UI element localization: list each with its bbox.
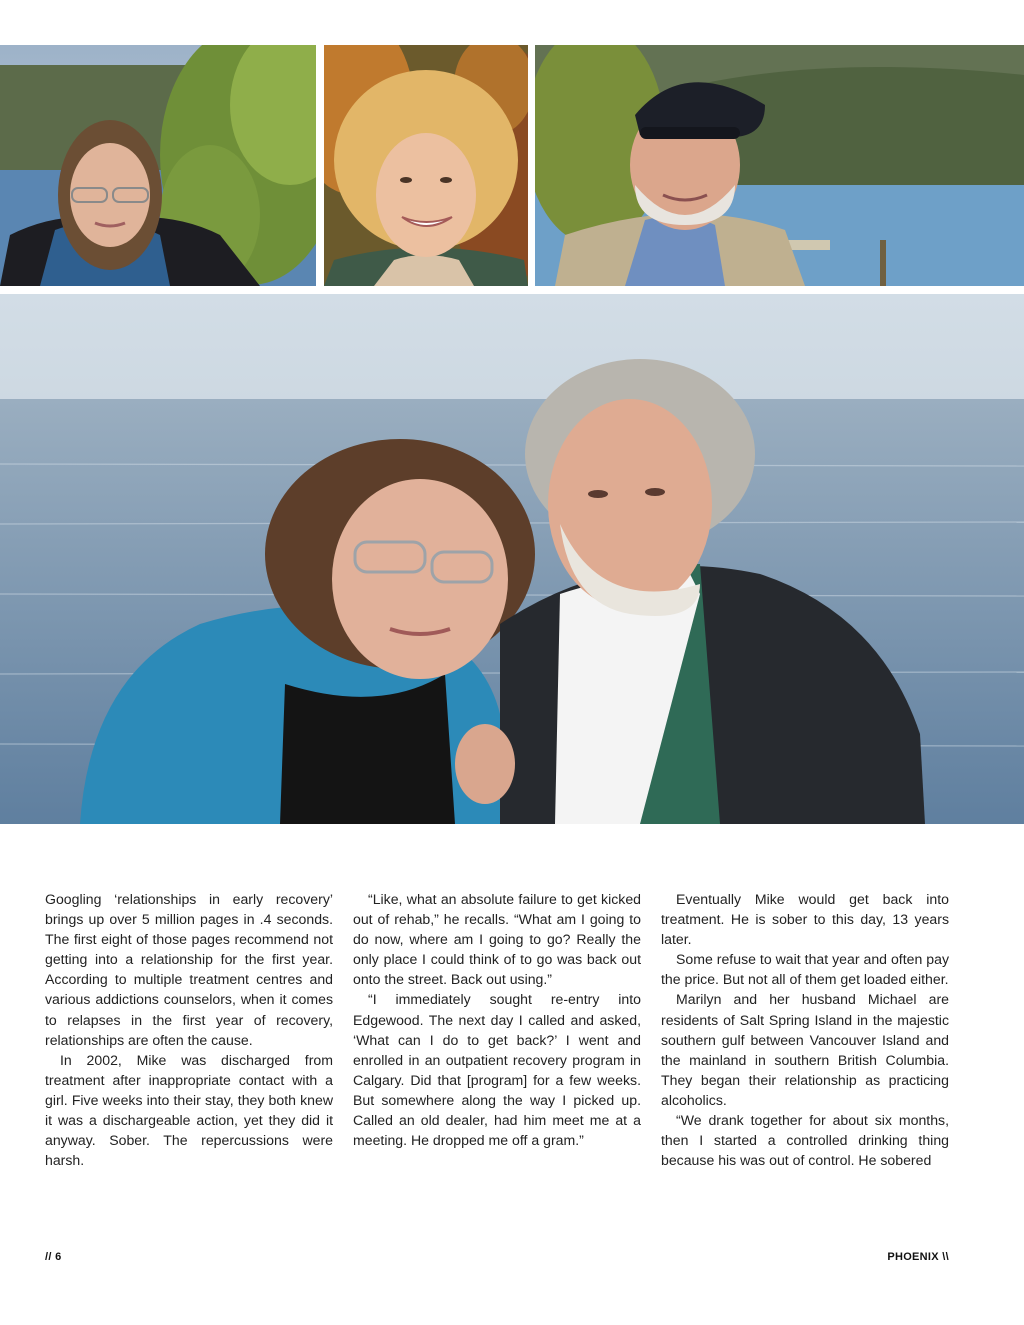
couple-photo-by-water [0, 294, 1024, 824]
article-column-1 [45, 889, 333, 1170]
paragraph: Marilyn and her husband Michael are residents of Salt Spring Island in the majestic southern gulf between Vancouver Island and the mainland in southern British Columbia. They began their relationship as practicing alcoholics. [661, 991, 949, 1108]
portrait-photo-woman-glasses [0, 45, 316, 286]
paragraph: “Like, what an absolute failure to get kicked out of rehab,” he recalls. “What am I going to do now, where am I going to go? Really the only place I could think of to go was back out onto the street. Back out using.” [353, 891, 641, 988]
paragraph: “We drank together for about six months, then I started a controlled drinking thing because his was out of control. He sobered [661, 1112, 949, 1169]
paragraph: Eventually Mike would get back into treatment. He is sober to this day, 13 years later. [661, 891, 949, 948]
paragraph: Googling ‘relationships in early recovery’ brings up over 5 million pages in .4 seconds. The first eight of those pages recommend not getting into a relationship for the first year. According to multiple treatment centres and various addictions counselors, when it comes to relapses in the first year of recovery, relationships are often the cause. [45, 891, 333, 1048]
portrait-photo-man-cap [535, 45, 1024, 286]
page-number: // 6 [45, 1251, 62, 1263]
portrait-photo-woman-curly-hair [324, 45, 528, 286]
article-column-3 [661, 889, 949, 1170]
magazine-name: PHOENIX \\ [887, 1251, 949, 1263]
article-column-2 [353, 889, 641, 1150]
paragraph: “I immediately sought re-entry into Edgewood. The next day I called and asked, ‘What can I do to get back?’ I went and enrolled in an outpatient recovery program in Calgary. Did that [program] for a few weeks. But somewhere along the way I picked up. Called an old dealer, had him meet me at a meeting. He dropped me off a gram.” [353, 991, 641, 1149]
paragraph: In 2002, Mike was discharged from treatment after inappropriate contact with a girl. Five weeks into their stay, they both knew it was a dischargeable action, yet they did it anyway. Sober. The repercussions were harsh. [45, 1051, 333, 1169]
paragraph: Some refuse to wait that year and often pay the price. But not all of them get loaded either. [661, 951, 949, 988]
